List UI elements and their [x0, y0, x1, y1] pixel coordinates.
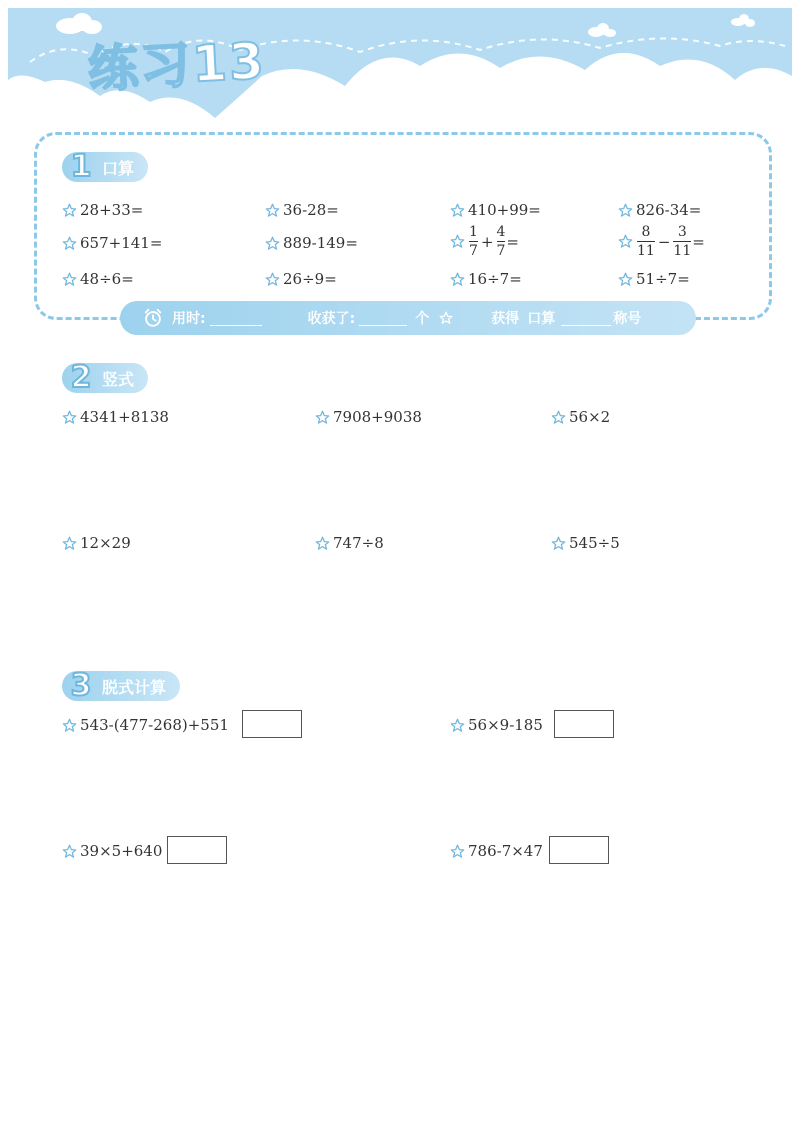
section-number: 1 — [70, 149, 92, 184]
problem: 36-28= — [265, 201, 339, 219]
fraction: $\frac{4}{7}$ — [496, 224, 506, 259]
star-icon — [450, 203, 465, 218]
star-icon — [265, 236, 280, 251]
earn-label: 获得 — [491, 311, 520, 327]
star-icon — [62, 536, 77, 551]
star-icon — [62, 236, 77, 251]
section-label: 口算 — [102, 158, 135, 178]
problem: 28+33= — [62, 201, 143, 219]
alarm-clock-icon — [142, 307, 164, 329]
problem: 56×9-185 — [450, 716, 543, 734]
star-icon — [450, 234, 465, 249]
problem: 4341+8138 — [62, 408, 169, 426]
section-badge-stepwise — [62, 668, 180, 703]
fraction: $\frac{8}{11}$ — [637, 224, 655, 259]
problem: 545÷5 — [551, 534, 620, 552]
time-label: 用时: — [172, 311, 206, 327]
star-icon — [618, 234, 633, 249]
unit-label: 个 — [415, 311, 430, 327]
section-label: 竖式 — [102, 369, 135, 389]
star-icon — [315, 536, 330, 551]
problem: 12×29 — [62, 534, 131, 552]
section-badge-vertical — [62, 360, 148, 395]
fraction: $\frac{1}{7}$ — [469, 224, 478, 259]
page-title: 练习13 — [86, 31, 268, 99]
answer-box[interactable] — [242, 710, 302, 738]
answer-box[interactable] — [167, 836, 227, 864]
star-icon — [62, 844, 77, 859]
star-icon — [450, 844, 465, 859]
problem: 410+99= — [450, 201, 541, 219]
section-label: 脱式计算 — [102, 677, 167, 697]
star-icon — [265, 272, 280, 287]
problem: 747÷8 — [315, 534, 384, 552]
star-icon — [551, 410, 566, 425]
harvest-label: 收获了: — [307, 311, 356, 327]
problem: 51÷7= — [618, 270, 690, 288]
star-icon — [439, 311, 453, 325]
problem: 826-34= — [618, 201, 701, 219]
fraction-problem: $\frac{1}{7}$ + $\frac{4}{7}$ = — [450, 224, 519, 259]
problem: 543-(477-268)+551 — [62, 716, 229, 734]
star-icon — [618, 272, 633, 287]
star-icon — [450, 272, 465, 287]
suffix-label: 称号 — [613, 311, 642, 327]
time-blank[interactable] — [210, 311, 262, 326]
star-icon — [62, 272, 77, 287]
problem: 56×2 — [551, 408, 610, 426]
fraction-problem: $\frac{8}{11}$ − $\frac{3}{11}$ = — [618, 224, 705, 259]
fraction: $\frac{3}{11}$ — [673, 224, 692, 259]
section-number: 3 — [70, 668, 92, 703]
star-icon — [450, 718, 465, 733]
status-bar — [120, 301, 696, 335]
problem: 26÷9= — [265, 270, 337, 288]
title-blank[interactable] — [561, 311, 611, 326]
problem: 39×5+640 — [62, 842, 162, 860]
star-icon — [62, 203, 77, 218]
star-icon — [551, 536, 566, 551]
problem: 657+141= — [62, 234, 162, 252]
problem: 48÷6= — [62, 270, 134, 288]
problem: 889-149= — [265, 234, 358, 252]
problem: 16÷7= — [450, 270, 522, 288]
star-icon — [315, 410, 330, 425]
star-icon — [62, 718, 77, 733]
section-badge-oral — [62, 149, 148, 184]
section-number: 2 — [70, 360, 92, 395]
title-category-label: 口算 — [527, 311, 556, 327]
star-icon — [618, 203, 633, 218]
problem: 786-7×47 — [450, 842, 543, 860]
problem: 7908+9038 — [315, 408, 422, 426]
harvest-blank[interactable] — [359, 311, 407, 326]
star-icon — [265, 203, 280, 218]
star-icon — [62, 410, 77, 425]
answer-box[interactable] — [554, 710, 614, 738]
answer-box[interactable] — [549, 836, 609, 864]
